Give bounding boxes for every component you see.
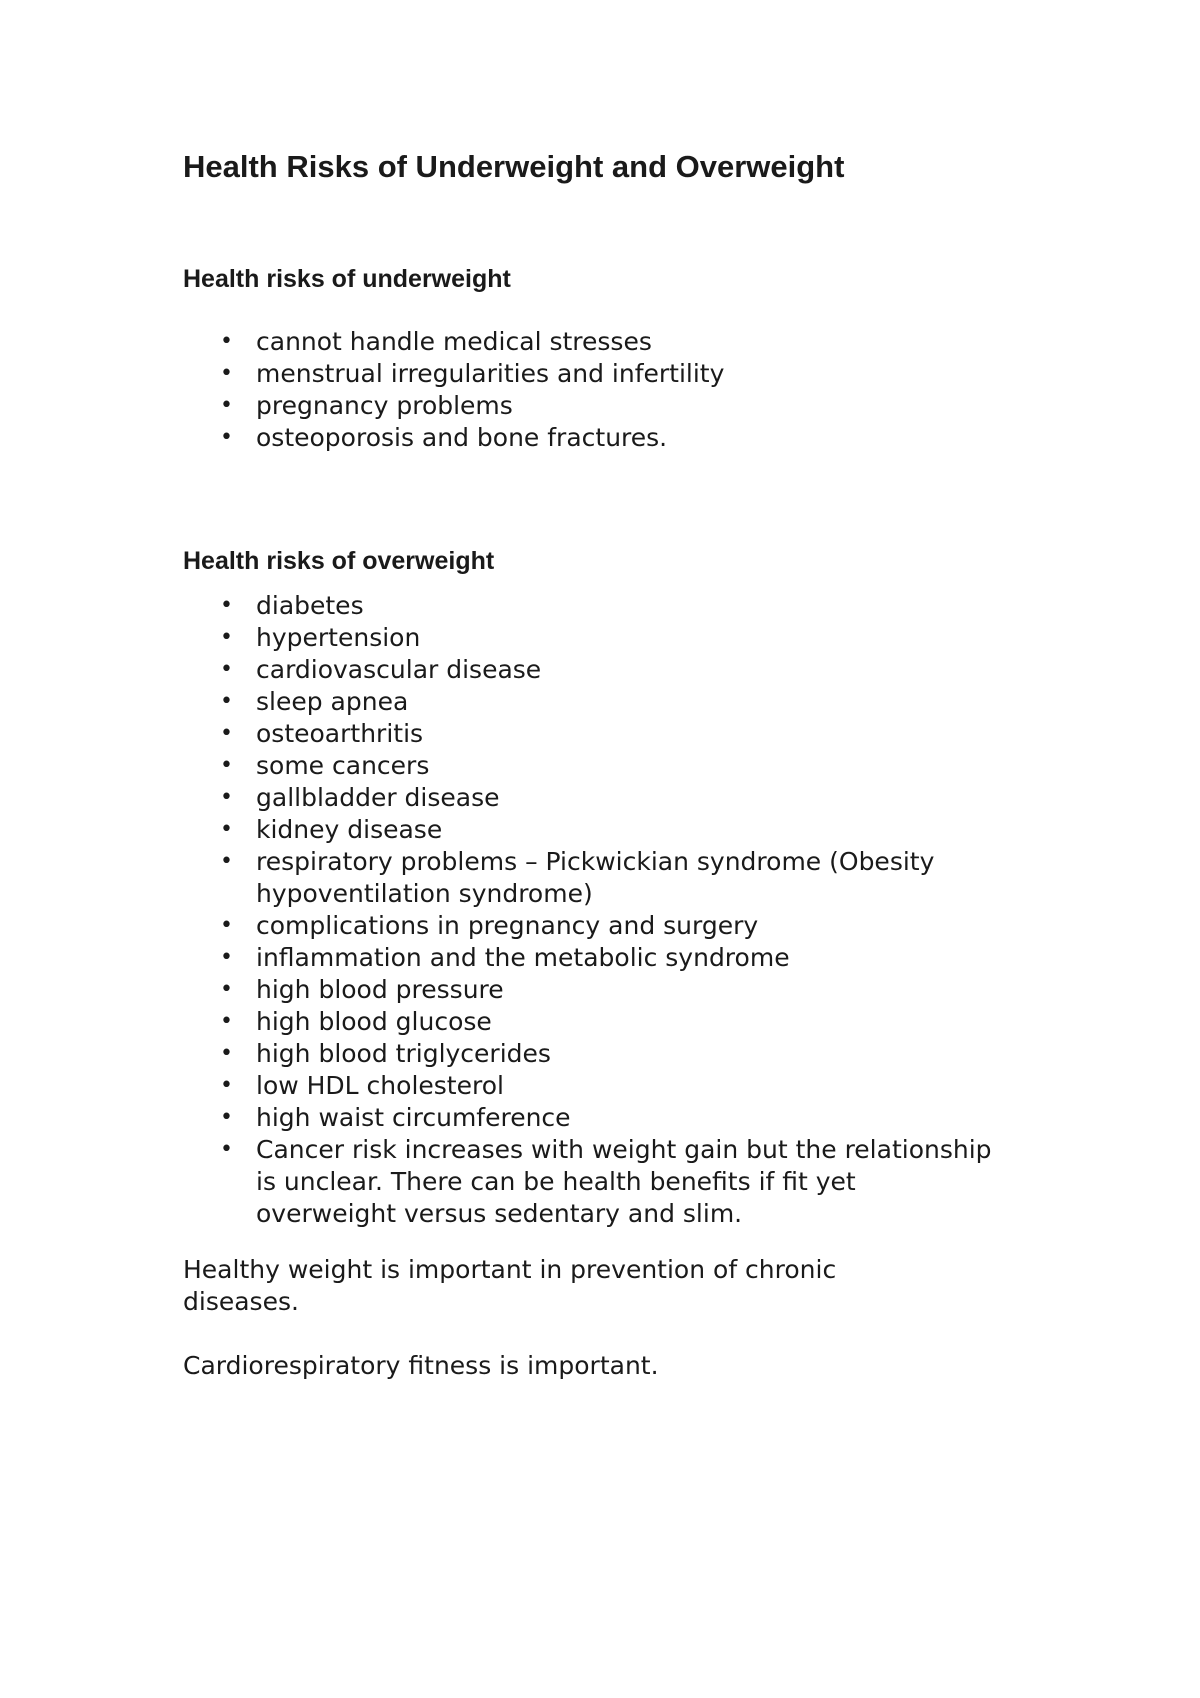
bullet-icon: • [220, 361, 233, 386]
list-item [183, 974, 996, 1006]
list-item-text: osteoarthritis [256, 719, 424, 748]
underweight-risk-list [183, 326, 1023, 454]
bullet-icon: • [220, 785, 233, 810]
list-item [183, 358, 996, 390]
list-item [183, 846, 996, 910]
list-item [183, 750, 996, 782]
list-item-text: menstrual irregularities and infertility [256, 359, 725, 388]
bullet-icon: • [220, 593, 233, 618]
list-item-text: high blood glucose [256, 1007, 492, 1036]
overweight-heading: Health risks of overweight [183, 547, 495, 575]
list-item-text: inflammation and the metabolic syndrome [256, 943, 790, 972]
bullet-icon: • [220, 1041, 233, 1066]
list-item [183, 1006, 996, 1038]
bullet-icon: • [220, 945, 233, 970]
list-item-text: complications in pregnancy and surgery [256, 911, 759, 940]
bullet-icon: • [220, 1073, 233, 1098]
document-title: Health Risks of Underweight and Overweight [183, 149, 845, 184]
list-item-text: hypertension [256, 623, 421, 652]
list-item [183, 1038, 996, 1070]
list-item [183, 782, 996, 814]
bullet-icon: • [220, 625, 233, 650]
list-item-text: osteoporosis and bone fractures. [256, 423, 668, 452]
list-item [183, 686, 996, 718]
bullet-icon: • [220, 657, 233, 682]
bullet-icon: • [220, 753, 233, 778]
bullet-icon: • [220, 329, 233, 354]
list-item-text: respiratory problems – Pickwickian syndrome (Obesity hypoventilation syndrome) [256, 847, 935, 908]
list-item [183, 622, 996, 654]
list-item [183, 590, 996, 622]
list-item-text: Cancer risk increases with weight gain but the relationship is unclear. There can be health benefits if fit yet overweight versus sedentary and slim. [256, 1135, 992, 1228]
closing-paragraph-healthy-weight: Healthy weight is important in prevention of chronic diseases. [183, 1255, 837, 1316]
bullet-icon: • [220, 721, 233, 746]
list-item-text: sleep apnea [256, 687, 409, 716]
list-item [183, 814, 996, 846]
list-item-text: high blood triglycerides [256, 1039, 551, 1068]
closing-paragraph-fitness: Cardiorespiratory fitness is important. [183, 1351, 659, 1380]
bullet-icon: • [220, 913, 233, 938]
list-item-text: cannot handle medical stresses [256, 327, 652, 356]
list-item [183, 326, 996, 358]
list-item-text: high blood pressure [256, 975, 504, 1004]
list-item [183, 654, 996, 686]
list-item [183, 1070, 996, 1102]
bullet-icon: • [220, 849, 233, 874]
list-item-text: kidney disease [256, 815, 443, 844]
underweight-heading: Health risks of underweight [183, 265, 511, 293]
list-item-text: cardiovascular disease [256, 655, 542, 684]
list-item-text: some cancers [256, 751, 430, 780]
list-item-text: pregnancy problems [256, 391, 513, 420]
list-item [183, 390, 996, 422]
bullet-icon: • [220, 1105, 233, 1130]
list-item [183, 1134, 996, 1230]
list-item [183, 910, 996, 942]
list-item [183, 1102, 996, 1134]
bullet-icon: • [220, 1137, 233, 1162]
bullet-icon: • [220, 817, 233, 842]
list-item-text: diabetes [256, 591, 364, 620]
bullet-icon: • [220, 393, 233, 418]
list-item-text: low HDL cholesterol [256, 1071, 504, 1100]
list-item-text: gallbladder disease [256, 783, 500, 812]
list-item [183, 422, 996, 454]
list-item [183, 718, 996, 750]
bullet-icon: • [220, 689, 233, 714]
bullet-icon: • [220, 425, 233, 450]
bullet-icon: • [220, 1009, 233, 1034]
list-item [183, 942, 996, 974]
bullet-icon: • [220, 977, 233, 1002]
overweight-risk-list [183, 590, 1023, 1230]
list-item-text: high waist circumference [256, 1103, 571, 1132]
